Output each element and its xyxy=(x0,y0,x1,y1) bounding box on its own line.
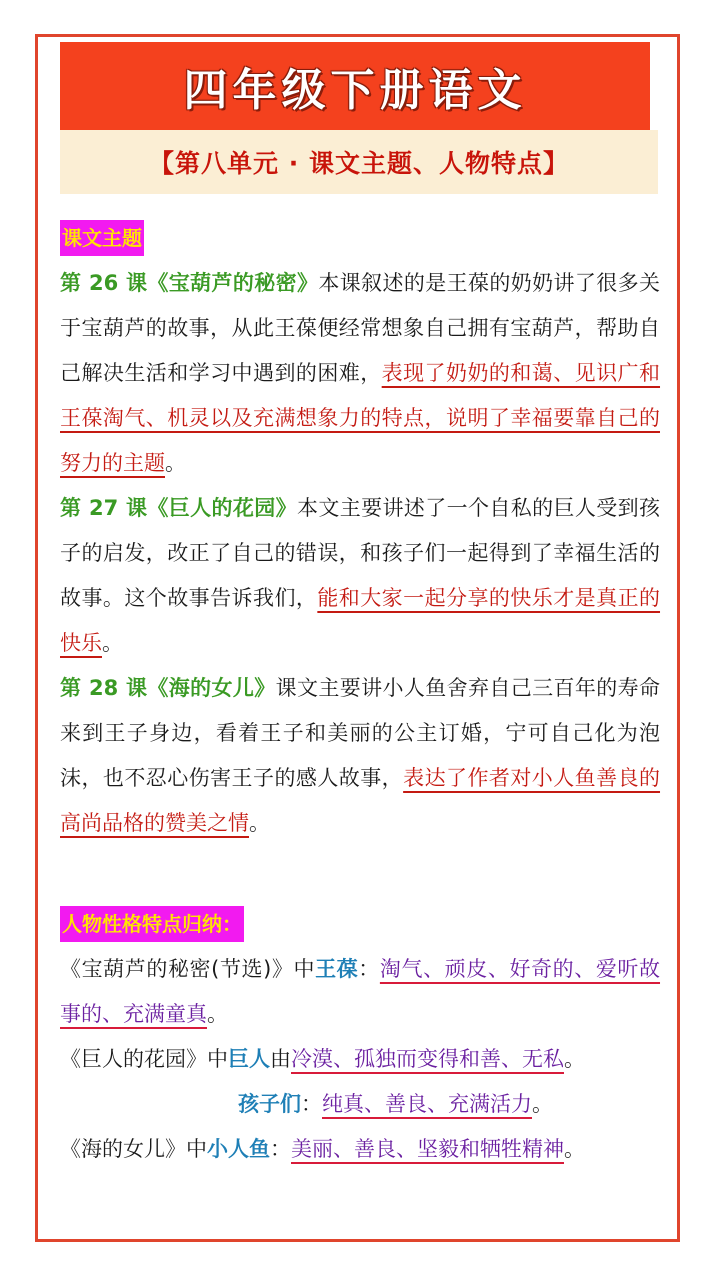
character-item xyxy=(60,947,660,1037)
lesson-heading: 第 27 课《巨人的花园》 xyxy=(60,496,297,520)
lesson-paragraph xyxy=(60,261,660,486)
punctuation: 。 xyxy=(249,811,270,835)
content-area xyxy=(60,216,660,1172)
punctuation: 。 xyxy=(165,451,186,475)
character-name: 孩子们 xyxy=(238,1092,301,1116)
lesson-paragraph xyxy=(60,486,660,666)
book-reference: 《巨人的花园》中 xyxy=(60,1047,228,1071)
lesson-theme: 表现了奶奶的和蔼、见识广和王葆淘气、机灵以及充满想象力的特点，说明了幸福要靠自己的努力的主题 xyxy=(60,361,661,475)
separator: ： xyxy=(270,1137,291,1161)
subtitle-banner xyxy=(60,130,658,194)
lesson-heading: 第 28 课《海的女儿》 xyxy=(60,676,276,700)
punctuation: 。 xyxy=(207,1002,228,1026)
lesson-theme: 能和大家一起分享的快乐才是真正的快乐 xyxy=(60,586,661,655)
title-banner xyxy=(60,42,650,130)
separator: ： xyxy=(301,1092,322,1116)
character-name: 小人鱼 xyxy=(207,1137,270,1161)
character-item xyxy=(60,1037,660,1082)
character-traits: 冷漠、孤独而变得和善、无私 xyxy=(291,1047,564,1071)
character-item xyxy=(60,1082,660,1127)
character-traits: 纯真、善良、充满活力 xyxy=(322,1092,532,1116)
book-reference: 《宝葫芦的秘密(节选)》中 xyxy=(60,957,316,981)
lesson-heading: 第 26 课《宝葫芦的秘密》 xyxy=(60,271,319,295)
punctuation: 。 xyxy=(564,1047,585,1071)
character-item xyxy=(60,1127,660,1172)
page-title: 四年级下册语文 xyxy=(183,65,527,116)
character-name: 巨人 xyxy=(228,1047,270,1071)
punctuation: 。 xyxy=(102,631,123,655)
punctuation: 。 xyxy=(564,1137,585,1161)
lesson-summary: 课文主要讲小人鱼舍弃自己三百年的寿命来到王子身边，看着王子和美丽的公主订婚，宁可自己化为泡沫，也不忍心伤害王子的感人故事， xyxy=(60,676,660,790)
book-reference: 《海的女儿》中 xyxy=(60,1137,207,1161)
character-traits: 淘气、顽皮、好奇的、爱听故事的、充满童真 xyxy=(60,957,661,1026)
lesson-paragraph xyxy=(60,666,660,846)
section-tag-characters: 人物性格特点归纳： xyxy=(60,906,244,942)
separator: ： xyxy=(358,957,380,981)
lesson-summary: 本文主要讲述了一个自私的巨人受到孩子的启发，改正了自己的错误，和孩子们一起得到了幸福生活的故事。这个故事告诉我们， xyxy=(60,496,660,610)
punctuation: 。 xyxy=(532,1092,553,1116)
character-traits: 美丽、善良、坚毅和牺牲精神 xyxy=(291,1137,564,1161)
lesson-theme: 表达了作者对小人鱼善良的高尚品格的赞美之情 xyxy=(60,766,661,835)
page-subtitle: 【第八单元 · 课文主题、人物特点】 xyxy=(149,149,569,178)
lesson-summary: 本课叙述的是王葆的奶奶讲了很多关于宝葫芦的故事，从此王葆便经常想象自己拥有宝葫芦，帮助自己解决生活和学习中遇到的困难， xyxy=(60,271,660,385)
character-name: 王葆 xyxy=(315,957,359,981)
separator: 由 xyxy=(270,1047,291,1071)
section-tag-themes: 课文主题 xyxy=(60,220,144,256)
